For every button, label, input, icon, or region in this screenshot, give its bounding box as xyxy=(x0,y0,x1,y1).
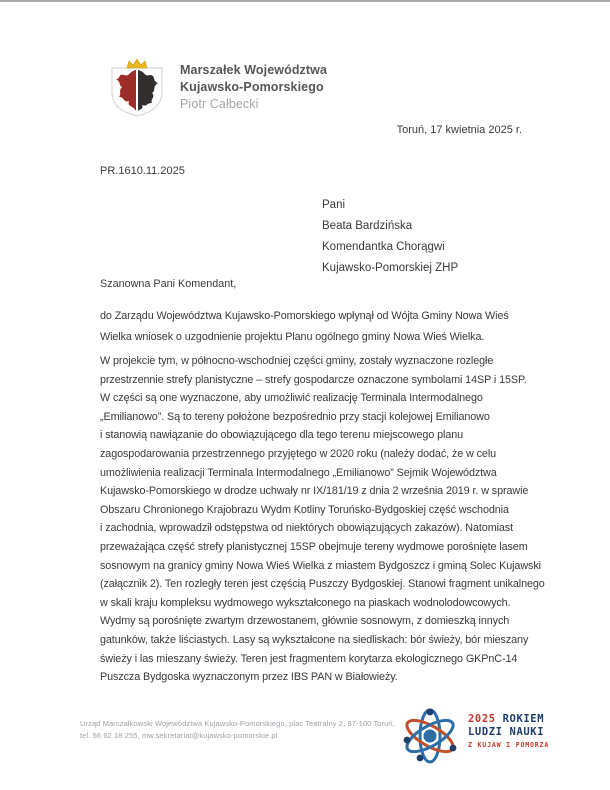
paragraph-line: Obszaru Chronionego Krajobrazu Wydm Kotliny Toruńsko-Bydgoskiej część wschodnia xyxy=(100,503,509,516)
sender-title-line1: Marszałek Województwa xyxy=(180,63,328,77)
paragraph-line: W części są one wyznaczone, aby umożliwić realizację Terminala Intermodalnego xyxy=(100,392,483,405)
paragraph-line: „Emilianowo”. Są to tereny położone bezpośrednio przy stacji kolejowej Emilianowo xyxy=(100,410,490,423)
paragraph-line: sosnowym na granicy gminy Nowa Wieś Wielka z miastem Bydgoszcz i gminą Solec Kujawski xyxy=(100,559,541,572)
recipient-line: Kujawsko-Pomorskiej ZHP xyxy=(322,262,459,274)
recipient-line: Komendantka Chorągwi xyxy=(322,241,445,253)
paragraph-line: do Zarządu Województwa Kujawsko-Pomorskiego wpłynął od Wójta Gminy Nowa Wieś xyxy=(100,310,509,322)
paragraph-line: i stanowią nawiązanie do obowiązującego dla tego terenu miejscowego planu xyxy=(100,429,464,442)
footer-contact xyxy=(80,718,395,741)
logo-line-2: LUDZI NAUKI xyxy=(468,726,545,738)
paragraph-line: Puszcza Bydgoska wyznaczonym przez IBS PAN w Białowieży. xyxy=(100,671,398,684)
salutation: Szanowna Pani Komendant, xyxy=(100,278,237,290)
paragraph-line: umożliwienia realizacji Terminala Intermodalnego „Emilianowo” Sejmik Województwa xyxy=(100,466,497,479)
sender-block xyxy=(180,62,327,113)
year-of-science-logo xyxy=(468,713,549,750)
atom-logo-icon xyxy=(398,704,462,768)
paragraph-line: Wielka wniosek o uzgodnienie projektu Planu ogólnego gminy Nowa Wieś Wielka. xyxy=(100,330,485,343)
recipient-block xyxy=(322,195,458,279)
paragraph-line: przestrzennie strefy planistyczne – strefy gospodarcze oznaczone symbolami 14SP i 15SP. xyxy=(100,373,527,386)
paragraph-line: Wydmy są porośnięte zwartym drzewostanem, głównie sosnowym, z domieszką innych xyxy=(100,615,510,628)
recipient-line: Pani xyxy=(322,199,346,211)
sender-person-name: Piotr Całbecki xyxy=(180,97,259,111)
paragraph-1 xyxy=(100,306,509,347)
letter-date: Toruń, 17 kwietnia 2025 r. xyxy=(396,124,522,136)
logo-year: 2025 xyxy=(468,713,496,725)
footer-line: tel. 56 62 18 255, mw.sekretariat@kujawsko-pomorskie.pl xyxy=(80,730,278,740)
paragraph-line: Kujawsko-Pomorskiego w drodze uchwały nr IX/181/19 z dnia 2 września 2019 r. w sprawie xyxy=(100,485,529,498)
sender-title-line2: Kujawsko-Pomorskiego xyxy=(180,80,324,94)
paragraph-line: (załącznik 2). Ten rozległy teren jest częścią Puszczy Bydgoskiej. Stanowi fragment unikalnego xyxy=(100,578,545,591)
paragraph-line: zagospodarowania przestrzennego przyjętego w 2020 roku (należy dodać, że w celu xyxy=(100,447,497,460)
logo-line-1 xyxy=(468,713,549,726)
reference-number: PR.1610.11.2025 xyxy=(100,165,185,177)
coat-of-arms-icon xyxy=(106,58,168,120)
logo-line-3: Z KUJAW I POMORZA xyxy=(468,741,550,749)
paragraph-line: w skali kraju kompleksu wydmowego wykształconego na piaskach wodnolodowcowych. xyxy=(100,596,511,609)
paragraph-line: i zachodnia, wprowadził odstępstwa od niektórych obowiązujących zakazów). Natomiast xyxy=(100,522,513,535)
paragraph-line: przeważająca część strefy planistycznej 15SP obejmuje tereny wydmowe porośnięte lasem xyxy=(100,540,528,553)
paragraph-2 xyxy=(100,352,545,687)
footer-line: Urząd Marszałkowski Województwa Kujawsko-Pomorskiego, plac Teatralny 2, 87-100 Toruń, xyxy=(80,719,395,728)
logo-word1: ROKIEM xyxy=(502,713,545,725)
recipient-line: Beata Bardzińska xyxy=(322,220,413,232)
paragraph-line: świeży i las mieszany świeży. Teren jest fragmentem korytarza ekologicznego GKPnC-14 xyxy=(100,652,518,665)
paragraph-line: gatunków, także liściastych. Lasy są wykształcone na siedliskach: bór świeży, bór mieszany xyxy=(100,633,529,646)
paragraph-line: W projekcie tym, w północno-wschodniej części gminy, zostały wyznaczone rozległe xyxy=(100,355,494,367)
